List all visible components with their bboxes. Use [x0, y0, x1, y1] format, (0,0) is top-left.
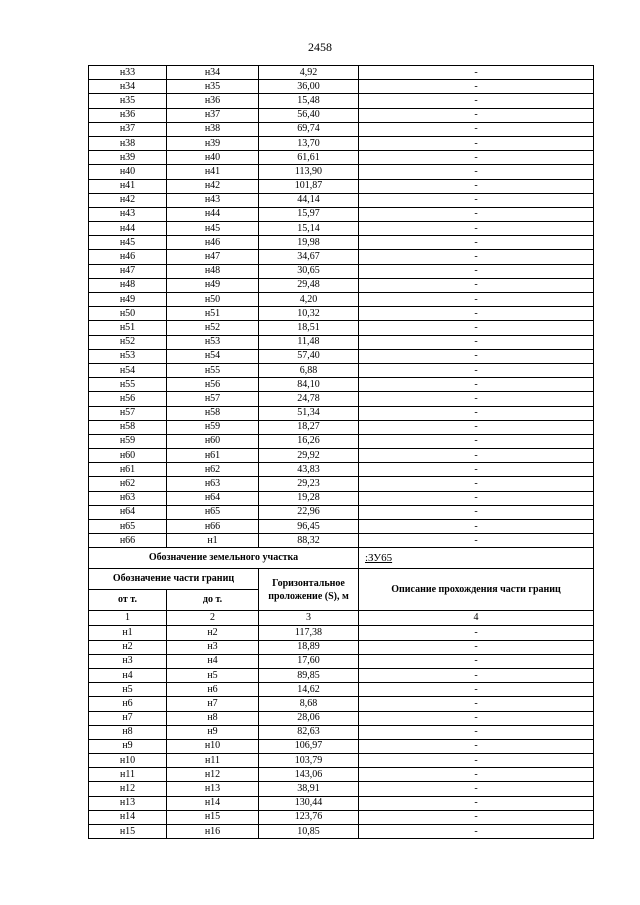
length-cell: 89,85	[259, 668, 359, 682]
length-cell: 16,26	[259, 434, 359, 448]
column-header-row	[89, 569, 594, 590]
description-cell: -	[359, 739, 594, 753]
to-point-cell: н4	[167, 654, 259, 668]
to-point-cell: н56	[167, 378, 259, 392]
from-point-cell: н41	[89, 179, 167, 193]
description-cell: -	[359, 222, 594, 236]
table-row	[89, 534, 594, 548]
to-point-cell: н39	[167, 136, 259, 150]
plot-header-section	[89, 548, 594, 626]
to-point-cell: н6	[167, 683, 259, 697]
column-number-row	[89, 611, 594, 626]
description-cell: -	[359, 711, 594, 725]
description-cell: -	[359, 264, 594, 278]
length-cell: 43,83	[259, 463, 359, 477]
description-cell: -	[359, 179, 594, 193]
table-row	[89, 321, 594, 335]
from-point-cell: н15	[89, 825, 167, 839]
table-row	[89, 477, 594, 491]
description-cell: -	[359, 697, 594, 711]
table-row	[89, 363, 594, 377]
length-cell: 19,98	[259, 236, 359, 250]
description-cell: -	[359, 378, 594, 392]
description-cell: -	[359, 250, 594, 264]
description-cell: -	[359, 193, 594, 207]
length-cell: 84,10	[259, 378, 359, 392]
to-point-cell: н41	[167, 165, 259, 179]
description-cell: -	[359, 640, 594, 654]
description-cell: -	[359, 505, 594, 519]
description-cell: -	[359, 463, 594, 477]
to-point-cell: н52	[167, 321, 259, 335]
from-point-cell: н60	[89, 449, 167, 463]
length-cell: 103,79	[259, 754, 359, 768]
length-cell: 34,67	[259, 250, 359, 264]
to-point-cell: н50	[167, 293, 259, 307]
table-row	[89, 683, 594, 697]
from-point-cell: н11	[89, 768, 167, 782]
from-point-cell: н58	[89, 420, 167, 434]
table-row	[89, 179, 594, 193]
length-cell: 106,97	[259, 739, 359, 753]
length-cell: 18,51	[259, 321, 359, 335]
table-row	[89, 754, 594, 768]
description-cell: -	[359, 122, 594, 136]
table-row	[89, 406, 594, 420]
table-row	[89, 392, 594, 406]
column-number: 1	[89, 611, 167, 626]
page-number: 2458	[308, 40, 332, 54]
length-cell: 38,91	[259, 782, 359, 796]
from-point-cell: н37	[89, 122, 167, 136]
length-cell: 117,38	[259, 626, 359, 640]
length-cell: 15,97	[259, 207, 359, 221]
from-point-cell: н8	[89, 725, 167, 739]
table-row	[89, 796, 594, 810]
from-point-cell: н57	[89, 406, 167, 420]
table-row	[89, 94, 594, 108]
table-row	[89, 810, 594, 824]
description-cell: -	[359, 626, 594, 640]
description-cell: -	[359, 406, 594, 420]
table-row	[89, 122, 594, 136]
description-cell: -	[359, 307, 594, 321]
length-cell: 143,06	[259, 768, 359, 782]
from-point-cell: н5	[89, 683, 167, 697]
from-point-cell: н2	[89, 640, 167, 654]
table-row	[89, 505, 594, 519]
to-point-cell: н64	[167, 491, 259, 505]
length-cell: 4,20	[259, 293, 359, 307]
to-point-cell: н9	[167, 725, 259, 739]
description-cell: -	[359, 449, 594, 463]
from-point-cell: н3	[89, 654, 167, 668]
description-cell: -	[359, 520, 594, 534]
length-cell: 13,70	[259, 136, 359, 150]
table-row	[89, 264, 594, 278]
table-row	[89, 782, 594, 796]
part2-rows	[89, 626, 594, 839]
table-row	[89, 626, 594, 640]
table-row	[89, 165, 594, 179]
from-point-cell: н59	[89, 434, 167, 448]
table-row	[89, 108, 594, 122]
from-point-cell: н46	[89, 250, 167, 264]
from-point-cell: н35	[89, 94, 167, 108]
description-cell: -	[359, 151, 594, 165]
to-point-cell: н1	[167, 534, 259, 548]
from-point-cell: н38	[89, 136, 167, 150]
to-point-header: до т.	[167, 590, 259, 611]
description-cell: -	[359, 207, 594, 221]
column-number: 3	[259, 611, 359, 626]
table-row	[89, 307, 594, 321]
from-point-cell: н44	[89, 222, 167, 236]
to-point-cell: н48	[167, 264, 259, 278]
table-row	[89, 207, 594, 221]
length-cell: 8,68	[259, 697, 359, 711]
to-point-cell: н7	[167, 697, 259, 711]
length-cell: 30,65	[259, 264, 359, 278]
from-point-cell: н7	[89, 711, 167, 725]
from-point-cell: н47	[89, 264, 167, 278]
description-cell: -	[359, 94, 594, 108]
table-row	[89, 825, 594, 839]
to-point-cell: н49	[167, 278, 259, 292]
length-cell: 14,62	[259, 683, 359, 697]
description-cell: -	[359, 420, 594, 434]
table-row	[89, 236, 594, 250]
part-designation-header: Обозначение части границ	[89, 569, 259, 590]
from-point-cell: н55	[89, 378, 167, 392]
length-cell: 44,14	[259, 193, 359, 207]
from-point-cell: н42	[89, 193, 167, 207]
length-cell: 51,34	[259, 406, 359, 420]
to-point-cell: н36	[167, 94, 259, 108]
length-cell: 29,92	[259, 449, 359, 463]
table-row	[89, 222, 594, 236]
length-cell: 10,32	[259, 307, 359, 321]
table-row	[89, 725, 594, 739]
to-point-cell: н58	[167, 406, 259, 420]
from-point-cell: н62	[89, 477, 167, 491]
from-point-cell: н64	[89, 505, 167, 519]
description-cell: -	[359, 491, 594, 505]
from-point-cell: н61	[89, 463, 167, 477]
from-point-cell: н10	[89, 754, 167, 768]
description-cell: -	[359, 165, 594, 179]
table-row	[89, 491, 594, 505]
to-point-cell: н65	[167, 505, 259, 519]
table-row	[89, 193, 594, 207]
table-row	[89, 420, 594, 434]
length-cell: 24,78	[259, 392, 359, 406]
length-cell: 15,48	[259, 94, 359, 108]
from-point-cell: н45	[89, 236, 167, 250]
to-point-cell: н12	[167, 768, 259, 782]
description-cell: -	[359, 782, 594, 796]
length-cell: 130,44	[259, 796, 359, 810]
description-cell: -	[359, 108, 594, 122]
to-point-cell: н59	[167, 420, 259, 434]
description-cell: -	[359, 136, 594, 150]
to-point-cell: н63	[167, 477, 259, 491]
from-point-cell: н52	[89, 335, 167, 349]
description-cell: -	[359, 825, 594, 839]
to-point-cell: н44	[167, 207, 259, 221]
plot-designation-label: Обозначение земельного участка	[89, 548, 359, 569]
description-cell: -	[359, 80, 594, 94]
length-cell: 15,14	[259, 222, 359, 236]
table-row	[89, 335, 594, 349]
description-cell: -	[359, 768, 594, 782]
to-point-cell: н43	[167, 193, 259, 207]
description-cell: -	[359, 363, 594, 377]
from-point-cell: н34	[89, 80, 167, 94]
from-point-cell: н63	[89, 491, 167, 505]
to-point-cell: н42	[167, 179, 259, 193]
from-point-cell: н40	[89, 165, 167, 179]
length-cell: 11,48	[259, 335, 359, 349]
description-cell: -	[359, 810, 594, 824]
to-point-cell: н3	[167, 640, 259, 654]
description-cell: -	[359, 434, 594, 448]
table-row	[89, 711, 594, 725]
to-point-cell: н2	[167, 626, 259, 640]
horizontal-length-header: Горизонтальное проложение (S), м	[259, 569, 359, 611]
from-point-cell: н48	[89, 278, 167, 292]
from-point-cell: н66	[89, 534, 167, 548]
to-point-cell: н62	[167, 463, 259, 477]
from-point-cell: н14	[89, 810, 167, 824]
to-point-cell: н66	[167, 520, 259, 534]
description-cell: -	[359, 534, 594, 548]
to-point-cell: н16	[167, 825, 259, 839]
table-row	[89, 768, 594, 782]
to-point-cell: н34	[167, 66, 259, 80]
from-point-cell: н50	[89, 307, 167, 321]
table-row	[89, 293, 594, 307]
from-point-cell: н51	[89, 321, 167, 335]
part1-rows	[89, 66, 594, 548]
from-point-cell: н1	[89, 626, 167, 640]
length-cell: 69,74	[259, 122, 359, 136]
length-cell: 113,90	[259, 165, 359, 179]
length-cell: 61,61	[259, 151, 359, 165]
to-point-cell: н57	[167, 392, 259, 406]
length-cell: 22,96	[259, 505, 359, 519]
description-cell: -	[359, 236, 594, 250]
to-point-cell: н55	[167, 363, 259, 377]
table-row	[89, 449, 594, 463]
description-cell: -	[359, 754, 594, 768]
to-point-cell: н35	[167, 80, 259, 94]
from-point-cell: н12	[89, 782, 167, 796]
description-cell: -	[359, 477, 594, 491]
from-point-cell: н56	[89, 392, 167, 406]
to-point-cell: н15	[167, 810, 259, 824]
from-point-cell: н54	[89, 363, 167, 377]
from-point-cell: н43	[89, 207, 167, 221]
length-cell: 18,89	[259, 640, 359, 654]
to-point-cell: н37	[167, 108, 259, 122]
from-point-cell: н6	[89, 697, 167, 711]
description-cell: -	[359, 321, 594, 335]
table-row	[89, 80, 594, 94]
plot-designation-row	[89, 548, 594, 569]
table-row	[89, 278, 594, 292]
description-header: Описание прохождения части границ	[359, 569, 594, 611]
to-point-cell: н11	[167, 754, 259, 768]
length-cell: 29,23	[259, 477, 359, 491]
to-point-cell: н10	[167, 739, 259, 753]
length-cell: 101,87	[259, 179, 359, 193]
to-point-cell: н5	[167, 668, 259, 682]
column-number: 4	[359, 611, 594, 626]
length-cell: 6,88	[259, 363, 359, 377]
table-row	[89, 697, 594, 711]
description-cell: -	[359, 683, 594, 697]
from-point-cell: н65	[89, 520, 167, 534]
to-point-cell: н53	[167, 335, 259, 349]
to-point-cell: н8	[167, 711, 259, 725]
to-point-cell: н51	[167, 307, 259, 321]
from-point-cell: н49	[89, 293, 167, 307]
length-cell: 123,76	[259, 810, 359, 824]
from-point-cell: н39	[89, 151, 167, 165]
length-cell: 57,40	[259, 349, 359, 363]
table-row	[89, 668, 594, 682]
to-point-cell: н45	[167, 222, 259, 236]
description-cell: -	[359, 725, 594, 739]
length-cell: 96,45	[259, 520, 359, 534]
description-cell: -	[359, 293, 594, 307]
length-cell: 82,63	[259, 725, 359, 739]
length-cell: 19,28	[259, 491, 359, 505]
from-point-cell: н53	[89, 349, 167, 363]
table-row	[89, 434, 594, 448]
length-cell: 10,85	[259, 825, 359, 839]
table-row	[89, 654, 594, 668]
to-point-cell: н47	[167, 250, 259, 264]
from-point-cell: н36	[89, 108, 167, 122]
table-row	[89, 66, 594, 80]
to-point-cell: н61	[167, 449, 259, 463]
length-cell: 4,92	[259, 66, 359, 80]
description-cell: -	[359, 668, 594, 682]
description-cell: -	[359, 796, 594, 810]
to-point-cell: н14	[167, 796, 259, 810]
to-point-cell: н46	[167, 236, 259, 250]
length-cell: 29,48	[259, 278, 359, 292]
description-cell: -	[359, 335, 594, 349]
from-point-cell: н33	[89, 66, 167, 80]
length-cell: 36,00	[259, 80, 359, 94]
to-point-cell: н38	[167, 122, 259, 136]
table-row	[89, 349, 594, 363]
table-row	[89, 520, 594, 534]
table-row	[89, 739, 594, 753]
to-point-cell: н40	[167, 151, 259, 165]
length-cell: 88,32	[259, 534, 359, 548]
description-cell: -	[359, 654, 594, 668]
table-row	[89, 640, 594, 654]
table-row	[89, 463, 594, 477]
length-cell: 18,27	[259, 420, 359, 434]
length-cell: 28,06	[259, 711, 359, 725]
from-point-cell: н4	[89, 668, 167, 682]
from-point-cell: н13	[89, 796, 167, 810]
description-cell: -	[359, 349, 594, 363]
table-row	[89, 378, 594, 392]
column-number: 2	[167, 611, 259, 626]
description-cell: -	[359, 278, 594, 292]
table-row	[89, 250, 594, 264]
plot-designation-value: :ЗУ65	[359, 548, 594, 569]
description-cell: -	[359, 66, 594, 80]
length-cell: 17,60	[259, 654, 359, 668]
table-row	[89, 151, 594, 165]
to-point-cell: н13	[167, 782, 259, 796]
to-point-cell: н60	[167, 434, 259, 448]
from-point-header: от т.	[89, 590, 167, 611]
to-point-cell: н54	[167, 349, 259, 363]
from-point-cell: н9	[89, 739, 167, 753]
boundary-table	[88, 65, 594, 839]
length-cell: 56,40	[259, 108, 359, 122]
description-cell: -	[359, 392, 594, 406]
table-row	[89, 136, 594, 150]
